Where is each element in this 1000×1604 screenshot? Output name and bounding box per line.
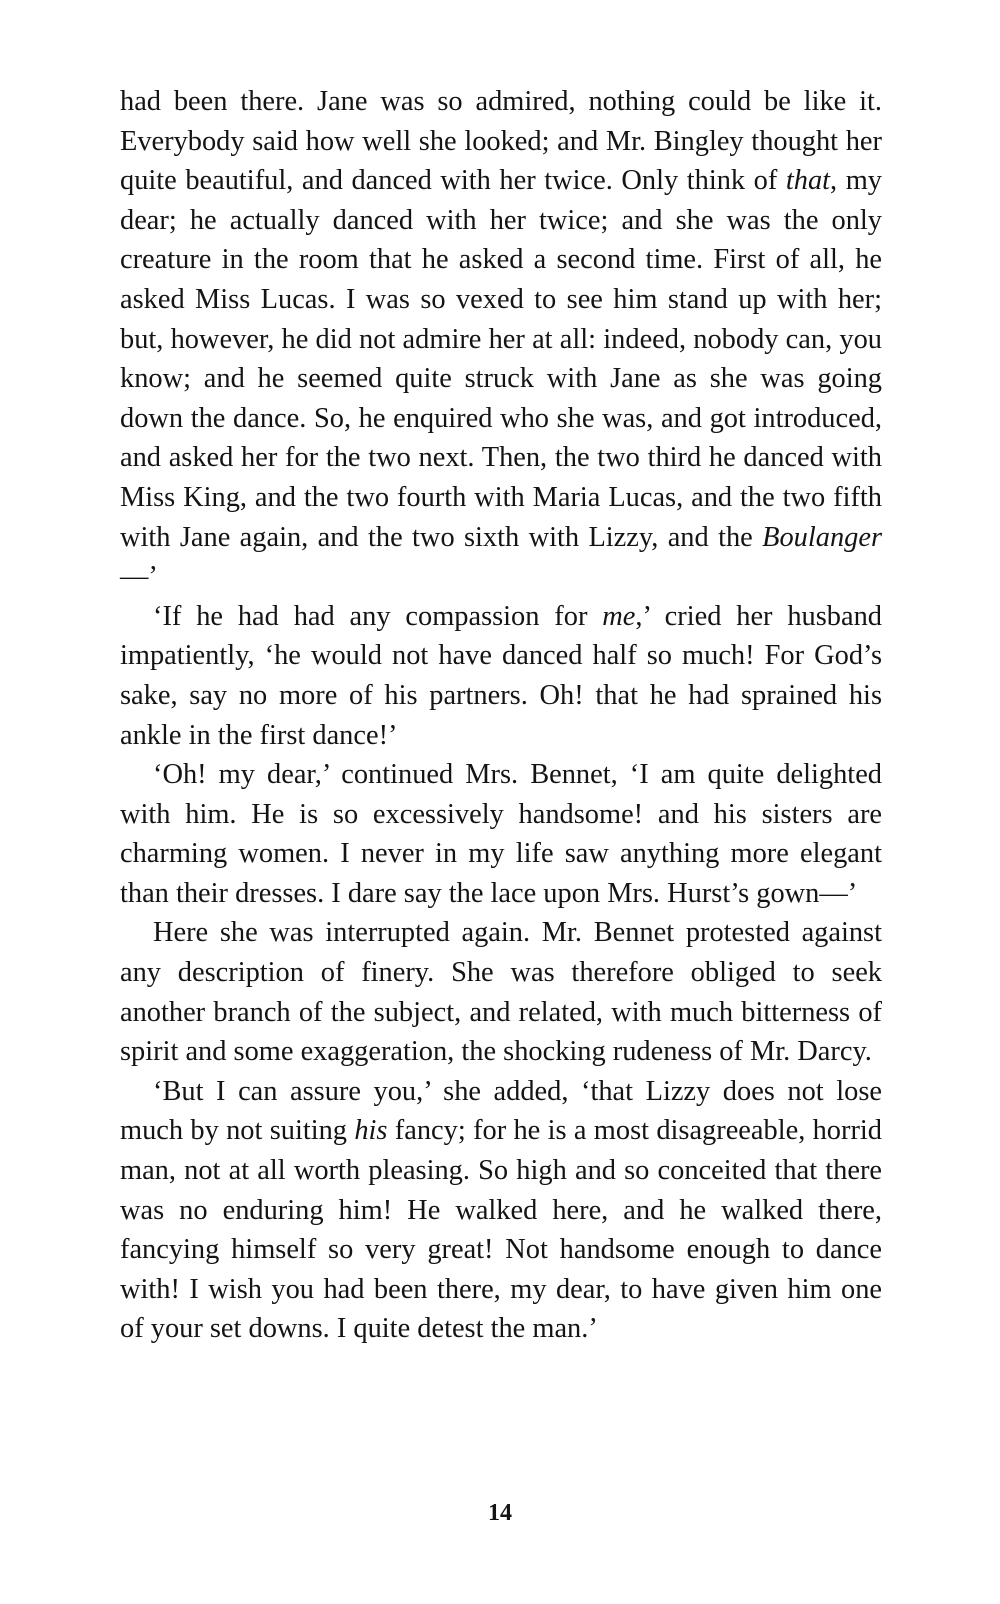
paragraph [120, 597, 882, 755]
paragraph-continued [120, 82, 882, 597]
text-segment: ,’ cried her husband impatiently, ‘he would not have danced half so much! For God’s sake, say no more of his partners. Oh! that he had sprained his ankle in the first dance!’ [120, 600, 882, 751]
emphasis-text: that [785, 165, 831, 197]
text-segment: Here she was interrupted again. Mr. Bennet protested against any description of finery. She was therefore obliged to seek another branch of the subject, and related, with much bitterness of spirit and some exaggeration, the shocking rudeness of Mr. Darcy. [120, 917, 882, 1068]
text-segment: , my dear; he actually danced with her twice; and she was the only creature in the room that he asked a second time. First of all, he asked Miss Lucas. I was so vexed to see him stand up with her; but, however, he did not admire her at all: indeed, nobody can, you know; and he seemed quite struck with Jane as she was going down the dance. So, he enquired who she was, and got introduced, and asked her for the two next. Then, the two third he danced with Miss King, and the two fourth with Maria Lucas, and the two fifth with Jane again, and the two sixth with Lizzy, and the [120, 165, 882, 553]
emphasis-text: Boulanger [762, 521, 882, 553]
text-segment: had been there. Jane was so admired, nothing could be like it. Everybody said how well she looked; and Mr. Bingley thought her quite beautiful, and danced with her twice. Only think of [120, 86, 882, 197]
page-number: 14 [488, 1500, 512, 1526]
paragraph [120, 913, 882, 1071]
text-segment: fancy; for he is a most disagreeable, horrid man, not at all worth pleasing. So high and so conceited that there was no enduring him! He walked here, and he walked there, fancying himself so very great! Not handsome enough to dance with! I wish you had been there, my dear, to have given him one of your set downs. I quite detest the man.’ [120, 1115, 882, 1345]
text-segment: ‘If he had had any compassion for [153, 600, 603, 632]
text-segment: ‘But I can assure you,’ she added, ‘that Lizzy does not lose much by not suiting [120, 1075, 882, 1147]
paragraph [120, 755, 882, 913]
emphasis-text: me [602, 600, 636, 632]
emphasis-text: his [354, 1115, 388, 1147]
paragraph [120, 1072, 882, 1349]
body-text [120, 82, 882, 1349]
text-segment: —’ [120, 561, 158, 593]
text-segment: ‘Oh! my dear,’ continued Mrs. Bennet, ‘I am quite delighted with him. He is so excessively handsome! and his sisters are charming women. I never in my life saw anything more elegant than their dresses. I dare say the lace upon Mrs. Hurst’s gown—’ [120, 759, 882, 909]
